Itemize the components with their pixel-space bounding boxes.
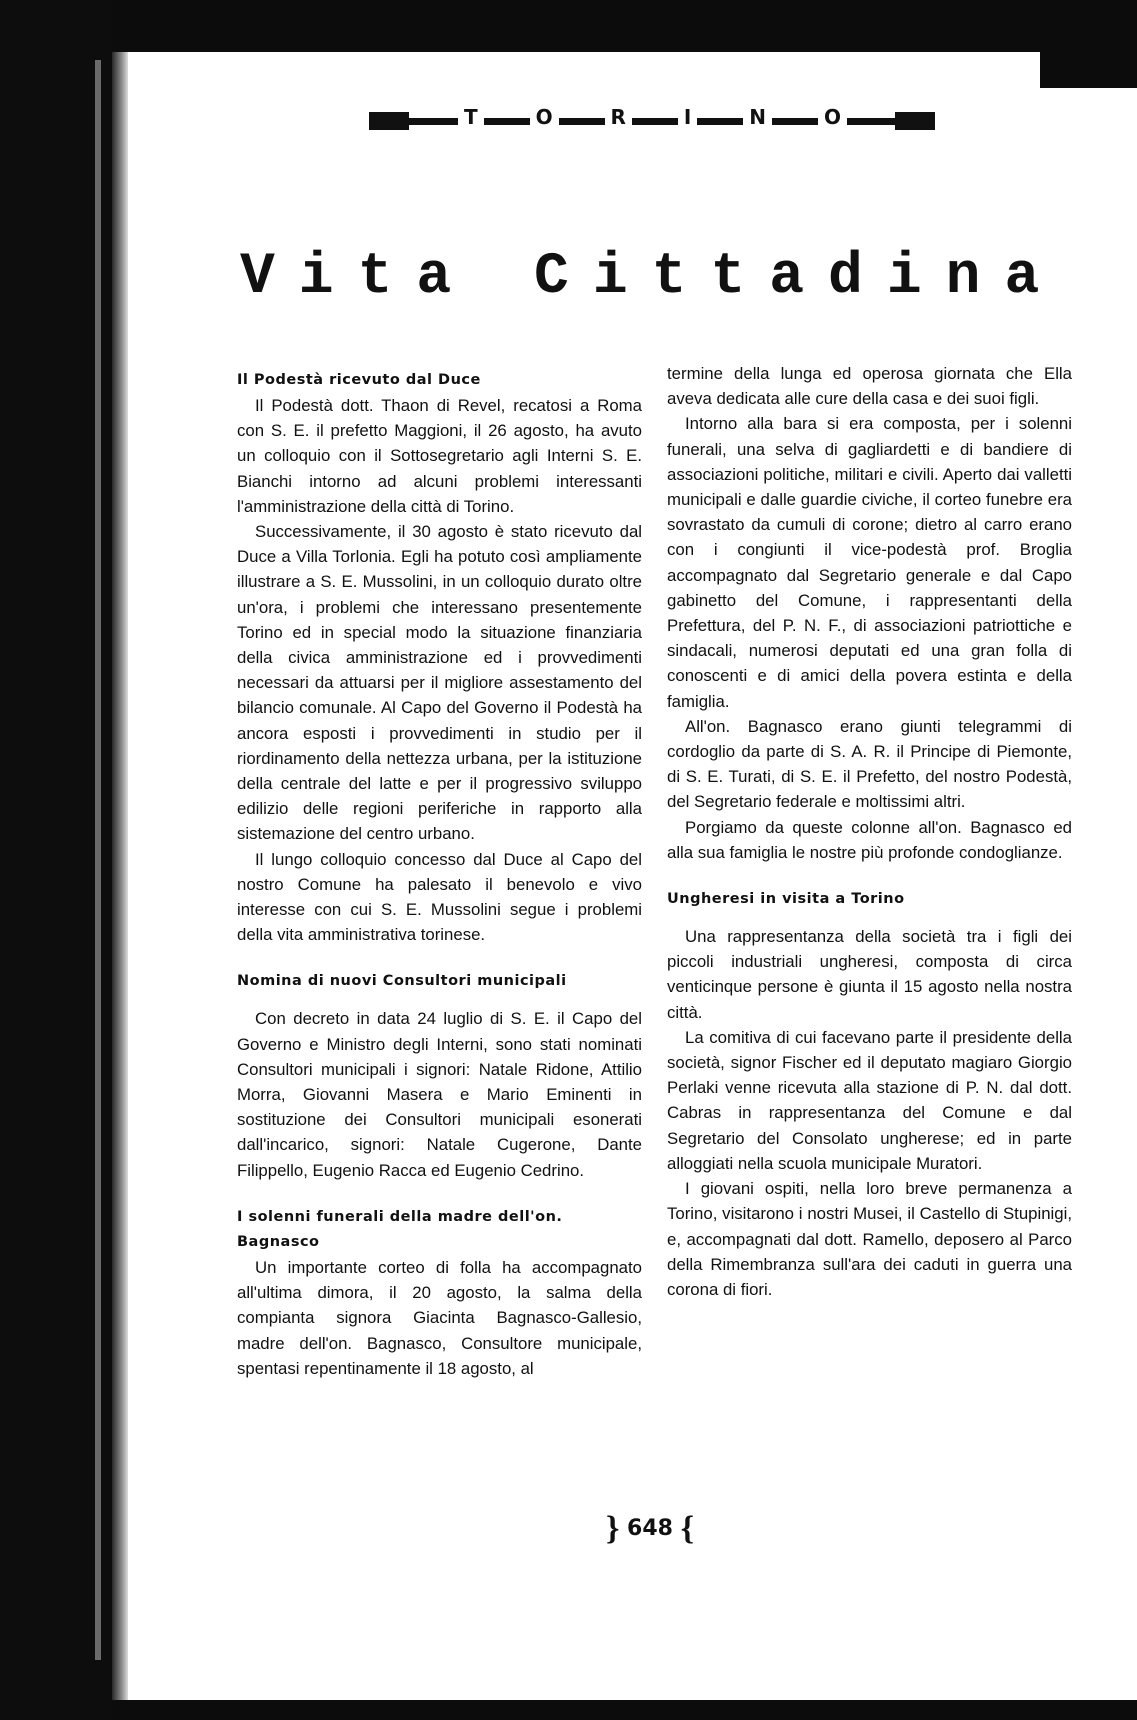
article-paragraph: Con decreto in data 24 luglio di S. E. il Capo del Governo e Ministro degli Interni, sono stati nominati Consultori municipali i signori: Natale Ridone, Attilio Morra, Giovanni Masera e Mario Eminenti in sostituzione dei Consultori municipali esonerati dall'incarico, signori: Natale Cugerone, Dante Filippello, Eugenio Racca ed Eugenio Cedrino. (237, 1009, 642, 1180)
article-paragraph: Intorno alla bara si era composta, per i solenni funerali, una selva di gagliardetti e di bandiere di associazioni politiche, militari e civili. Aperto dai valletti municipali e dalle guardie civiche, il corteo funebre era sovrastato da cumuli di corone; dietro al carro erano con i congiunti il vice-podestà prof. Broglia accompagnato dal Segretario generale e dal Capo gabinetto del Comune, i rappresentanti della Prefettura, del P. N. F., di associazioni patriottiche e sindacali, numerosi deputati ed una gran folla di conoscenti e di amici della povera estinta e della famiglia. (667, 414, 1072, 711)
article-paragraph: Successivamente, il 30 agosto è stato ricevuto dal Duce a Villa Torlonia. Egli ha potuto così ampliamente illustrare a S. E. Mussolini, in un colloquio durato oltre un'ora, i problemi che interessano presentemente Torino ed in special modo la situazione finanziaria della civica amministrazione ed i provvedimenti necessari da attuarsi per il migliore assestamento del bilancio comunale. Al Capo del Governo il Podestà ha ancora esposti i provvedimenti in studio per il riordinamento della nettezza urbana, per la istituzione della centrale del latte e per il progressivo sviluppo edilizio delle regioni periferiche in rapporto alla sistemazione del centro urbano. (237, 522, 642, 844)
section-title: Vita Cittadina (240, 245, 1064, 310)
article-paragraph: All'on. Bagnasco erano giunti telegrammi di cordoglio da parte di S. A. R. il Principe di Piemonte, di S. E. Turati, di S. E. il Prefetto, del nostro Podestà, del Segretario federale e moltissimi altri. (667, 716, 1072, 812)
article-heading-funerali: I solenni funerali della madre dell'on. Bagnasco (237, 1208, 563, 1250)
masthead-letter: T (458, 106, 484, 128)
article-paragraph-continuation: termine della lunga ed operosa giornata che Ella aveva dedicata alle cure della casa e dei suoi figli. (667, 364, 1072, 409)
bracket-ornament-left: } (605, 1510, 620, 1547)
masthead-letter: R (605, 106, 632, 128)
scan-binding-shadow (112, 52, 128, 1720)
page-number (590, 1510, 710, 1548)
bracket-ornament-right: { (680, 1510, 695, 1547)
article-paragraph: Una rappresentanza della società tra i figli dei piccoli industriali ungheresi, composta di circa venticinque persone è giunta il 15 agosto nella nostra città. (667, 927, 1072, 1022)
masthead-letter: O (530, 106, 559, 128)
article-paragraph: Un importante corteo di folla ha accompagnato all'ultima dimora, il 20 agosto, la salma della compianta signora Giacinta Bagnasco-Gallesio, madre dell'on. Bagnasco, Consultore municipale, spentasi repentinamente il 18 agosto, al (237, 1257, 642, 1378)
scan-border-top-right (1040, 52, 1137, 88)
article-paragraph: La comitiva di cui facevano parte il presidente della società, signor Fischer ed il deputato magiaro Giorgio Perlaki venne ricevuta alla stazione di P. N. dal dott. Cabras in rappresentanza del Comune e dal Segretario del Consolato ungherese; ed in parte alloggiati nella scuola municipale Muratori. (667, 1027, 1072, 1173)
page-number-value: 648 (627, 1516, 673, 1541)
article-paragraph: Il Podestà dott. Thaon di Revel, recatosi a Roma con S. E. il prefetto Maggioni, il 26 agosto, ha avuto un colloquio con il Sottosegretario agli Interni S. E. Bianchi intorno ad alcuni problemi interessanti l'amministrazione della città di Torino. (237, 396, 642, 516)
masthead-letters (375, 106, 930, 128)
article-paragraph: Il lungo colloquio concesso dal Duce al Capo del nostro Comune ha palesato il benevolo e vivo interesse con cui S. E. Mussolini segue i problemi della vita amministrativa torinese. (237, 849, 642, 945)
masthead-letter: N (743, 106, 772, 128)
right-column (667, 361, 1072, 1302)
scan-border-bottom (112, 1700, 1137, 1720)
scan-border-shade (95, 60, 101, 1660)
masthead-letter: O (818, 106, 847, 128)
left-column (237, 368, 642, 1381)
scan-border-top (0, 0, 1137, 52)
article-heading-podesta: Il Podestà ricevuto dal Duce (237, 372, 481, 388)
article-heading-ungheresi: Ungheresi in visita a Torino (667, 891, 905, 908)
article-paragraph: I giovani ospiti, nella loro breve permanenza a Torino, visitarono i nostri Musei, il Castello di Stupinigi, e, accompagnati dal dott. Ramello, deposero al Parco della Rimembranza sull'ara dei caduti in guerra una corona di fiori. (667, 1179, 1072, 1299)
article-paragraph: Porgiamo da queste colonne all'on. Bagnasco ed alla sua famiglia le nostre più profonde condoglianze. (667, 817, 1072, 862)
masthead (375, 105, 930, 132)
masthead-letter: I (678, 106, 697, 128)
article-heading-consultori: Nomina di nuovi Consultori municipali (237, 973, 567, 990)
